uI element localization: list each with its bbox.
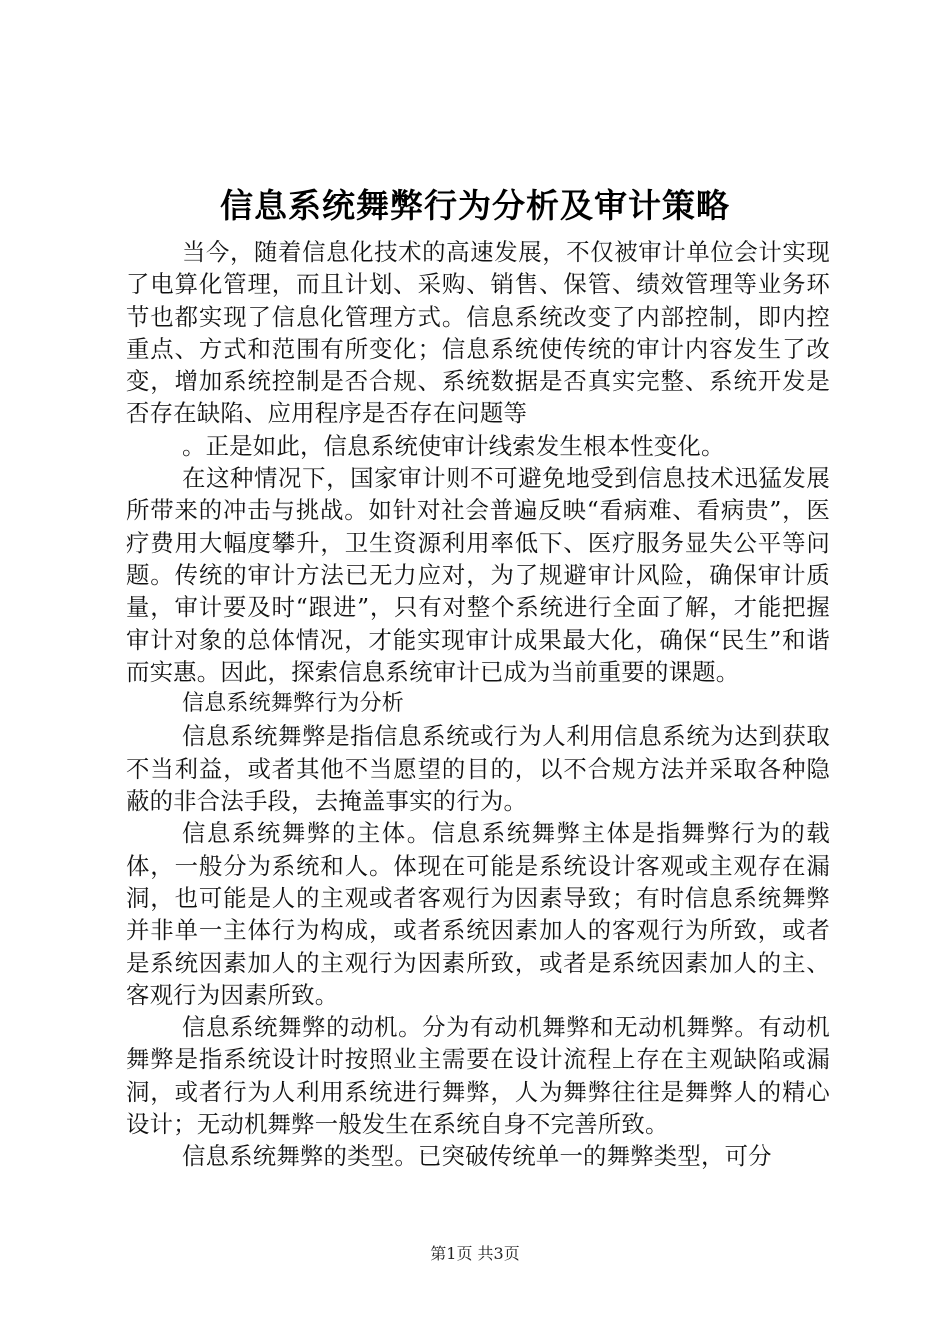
paragraph-motive: 信息系统舞弊的动机。分为有动机舞弊和无动机舞弊。有动机舞弊是指系统设计时按照业主需要在设计流程上存在主观缺陷或漏洞，或者行为人利用系统进行舞弊，人为舞弊往往是舞弊人的精心设计；无动机舞弊一般发生在系统自身不完善所致。 — [126, 1013, 830, 1139]
page-footer: 第1页 共3页 — [430, 1244, 520, 1263]
paragraph-context: 在这种情况下，国家审计则不可避免地受到信息技术迅猛发展所带来的冲击与挑战。如针对社会普遍反映“看病难、看病贵”，医疗费用大幅度攀升，卫生资源利用率低下、医疗服务显失公平等问题。传统的审计方法已无力应对，为了规避审计风险，确保审计质量，审计要及时“跟进”，只有对整个系统进行全面了解，才能把握审计对象的总体情况，才能实现审计成果最大化，确保“民生”和谐而实惠。因此，探索信息系统审计已成为当前重要的课题。 — [126, 464, 830, 686]
paragraph-subject: 信息系统舞弊的主体。信息系统舞弊主体是指舞弊行为的载体，一般分为系统和人。体现在可能是系统设计客观或主观存在漏洞，也可能是人的主观或者客观行为因素导致；有时信息系统舞弊并非单一主体行为构成，或者系统因素加人的客观行为所致，或者是系统因素加人的主观行为因素所致，或者是系统因素加人的主、客观行为因素所致。 — [126, 819, 830, 1009]
paragraph-type: 信息系统舞弊的类型。已突破传统单一的舞弊类型，可分 — [182, 1142, 772, 1171]
paragraph-intro: 当今，随着信息化技术的高速发展，不仅被审计单位会计实现了电算化管理，而且计划、采购、销售、保管、绩效管理等业务环节也都实现了信息化管理方式。信息系统改变了内部控制，即内控重点、方式和范围有所变化；信息系统使传统的审计内容发生了改变，增加系统控制是否合规、系统数据是否真实完整、系统开发是否存在缺陷、应用程序是否存在问题等 — [126, 238, 830, 428]
section-heading: 信息系统舞弊行为分析 — [182, 691, 405, 717]
paragraph-definition: 信息系统舞弊是指信息系统或行为人利用信息系统为达到获取不当利益，或者其他不当愿望的目的，以不合规方法并采取各种隐蔽的非合法手段，去掩盖事实的行为。 — [126, 722, 830, 816]
document-body — [126, 236, 830, 1173]
document-title: 信息系统舞弊行为分析及审计策略 — [220, 186, 730, 225]
paragraph-intro-continuation: 。正是如此，信息系统使审计线索发生根本性变化。 — [182, 431, 725, 460]
